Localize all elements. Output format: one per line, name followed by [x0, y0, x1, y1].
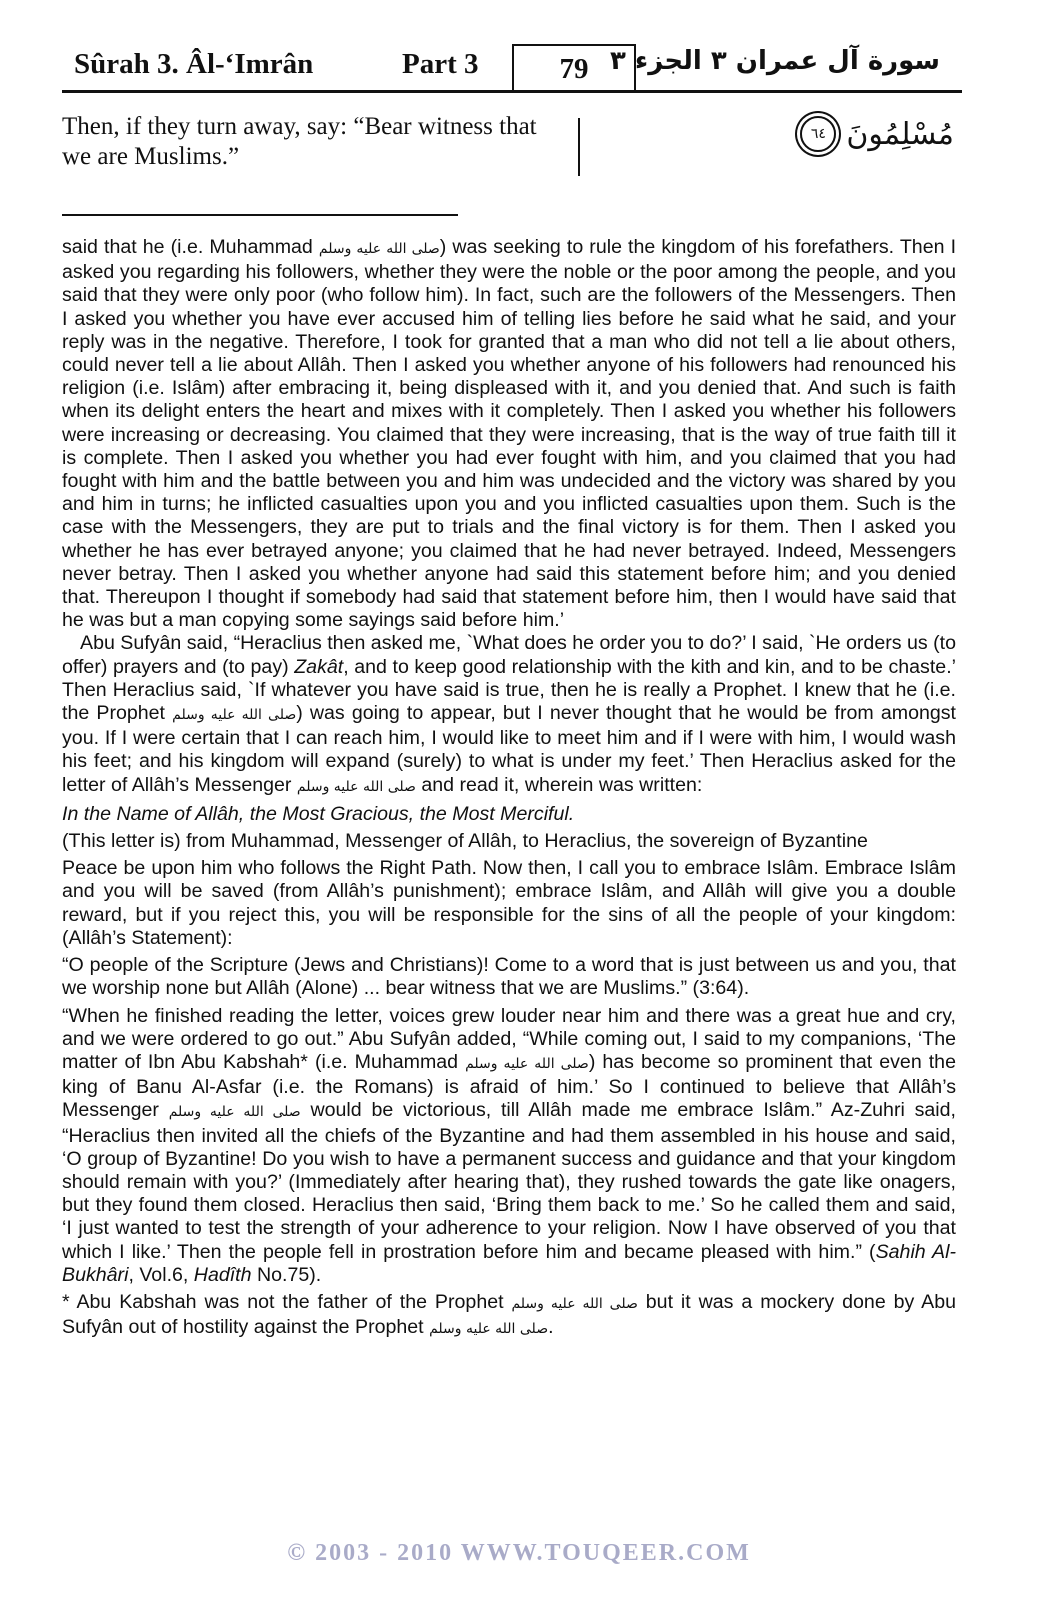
text-run: would be victorious, till Allâh made me embrace Islâm.” Az-Zuhri said, “Heraclius then invited all the chiefs of the Byzantine and had them assembled in his house and said, ‘O group of Byzantine! Do you wish to have a permanent success and guidance and that your kingdom should remain with you?’ (Immediately after hearing that), they rushed towards the gate like onagers, but they found them closed. Heraclius then said, ‘Bring them back to me.’ So he called them and said, ‘I just wanted to test the strength of your adherence to your religion. Now I have observed of you that which I like.’ Then the people fell in prostration before him and became pleased with him.” (: [62, 1099, 956, 1263]
text-run: .: [548, 1316, 554, 1339]
italic-basmala: In the Name of Allâh, the Most Gracious, the Most Merciful.: [62, 802, 575, 825]
footnote-paragraph: [62, 1005, 956, 1287]
letter-paragraph: Peace be upon him who follows the Right Path. Now then, I call you to embrace Islâm. Embrace Islâm and you will be saved (from Allâh’s punishment); embrace Islâm, and Allâh will give you a double reward, but if you reject this, you will be responsible for the sins of all the people of your kingdom: (Allâh’s Statement):: [62, 857, 956, 949]
verse-translation: Then, if they turn away, say: “Bear witness that we are Muslims.”: [62, 113, 537, 170]
page-header: [62, 42, 962, 92]
copyright-footer: © 2003 - 2010 WWW.TOUQEER.COM: [287, 1540, 751, 1566]
salutation-glyph: صلى الله عليه وسلم: [296, 778, 416, 795]
letter-opening: [62, 803, 956, 826]
letter-paragraph: (This letter is) from Muhammad, Messenger of Allâh, to Heraclius, the sovereign of Byzantine: [62, 830, 868, 853]
arabic-header: سورة آل عمران ٣ الجزء ٣: [609, 46, 940, 76]
salutation-glyph: صلى الله عليه وسلم: [318, 241, 440, 257]
salutation-glyph: صلى الله عليه وسلم: [172, 707, 297, 724]
verse-divider: [578, 118, 580, 176]
text-run: No.75).: [251, 1263, 322, 1286]
footnote-paragraph: [62, 632, 956, 798]
part-label: Part 3: [402, 48, 479, 80]
text-run: and read it, wherein was written:: [415, 773, 703, 796]
text-run: ) has become so prominent that even the king of Banu Al-Asfar (i.e. the Romans) is afraid of him.’ So I continued to believe that Allâh’s Messenger: [62, 1050, 956, 1122]
italic-term: Hadîth: [193, 1263, 252, 1286]
footnote-paragraph: [62, 236, 956, 632]
footnote-body: [62, 236, 956, 1341]
page-number: 79: [512, 44, 636, 90]
text-run: “When he finished reading the letter, voices grew louder near him and there was a great hue and cry, and we were ordered to go out.” Abu Sufyân added, “While coming out, I said to my companions, ‘The matter of Ibn Abu Kabshah* (i.e. Muhammad: [62, 1004, 956, 1073]
text-run: said that he (i.e. Muhammad: [62, 236, 319, 258]
quoted-verse: “O people of the Scripture (Jews and Christians)! Come to a word that is just between us and you, that we worship none but Allâh (Alone) ... bear witness that we are Muslims.” (3:64).: [62, 954, 956, 1000]
text-run: Abu Sufyân said, “Heraclius then asked me, `What does he order you to do?’ I said, `He orders us (to offer) prayers and (to pay): [62, 632, 956, 678]
italic-source: Sahih Al-Bukhâri: [62, 1240, 957, 1286]
footnote-rule: [62, 214, 458, 216]
salutation-glyph: صلى الله عليه وسلم: [429, 1321, 549, 1338]
verse-arabic-text: مُسْلِمُونَ: [846, 116, 954, 152]
text-run: , and to keep good relationship with the kith and kin, and to be chaste.’ Then Heraclius said, `If whatever you have said is true, then he is really a Prophet. I knew that he (i.e. the Prophet: [62, 655, 956, 725]
asterisk-note: [62, 1291, 956, 1341]
surah-title: Sûrah 3. Âl-‘Imrân: [74, 48, 314, 80]
salutation-glyph: صلى الله عليه وسلم: [511, 1295, 638, 1312]
verse-arabic: [800, 116, 954, 152]
text-run: , Vol.6,: [128, 1263, 194, 1286]
text-run: ) was seeking to rule the kingdom of his forefathers. Then I asked you regarding his followers, whether they were the noble or the poor among the people, and you said that they were only poor (who follow him). In fact, such are the followers of the Messengers. Then I asked you whether you have ever accused him of telling lies before he said what he said, and your reply was in the negative. Therefore, I took for granted that a man who did not tell a lie about others, could never tell a lie about Allâh. Then I asked you whether anyone of his followers had renounced his religion (i.e. Islâm) after embracing it, being displeased with it, and you denied that. And such is faith when its delight enters the heart and mixes with it completely. Then I asked you whether his followers were increasing or decreasing. You claimed that they were increasing, that is the way of true faith till it is complete. Then I asked you whether you had ever fought with him, and you claimed that you had fought with him and the battle between you and him was undecided and the victory was shared by you and him in turns; he inflicted casualties upon you and you inflicted casualties upon them. Such is the case with the Messengers, they are put to trials and the final victory is for them. Then I asked you whether he has ever betrayed anyone; you claimed that he had never betrayed. Indeed, Messengers never betray. Then I asked you whether anyone had said this statement before him; and you denied that. Thereupon I thought if somebody had said that statement before him, then I would have said that he was but a man copying some sayings said before him.’: [62, 236, 957, 632]
text-run: * Abu Kabshah was not the father of the Prophet: [62, 1290, 512, 1313]
header-rule: [62, 90, 962, 93]
italic-term: Zakât: [294, 655, 344, 678]
salutation-glyph: صلى الله عليه وسلم: [465, 1055, 589, 1072]
salutation-glyph: صلى الله عليه وسلم: [168, 1104, 301, 1121]
text-run: ) was going to appear, but I never thought that he would be from amongst you. If I were certain that I can reach him, I would like to meet him and if I were with him, I would wash his feet; and his kingdom will expand (surely) to what is under my feet.’ Then Heraclius asked for the letter of Allâh’s Messenger: [62, 702, 956, 796]
text-run: but it was a mockery done by Abu Sufyân out of hostility against the Prophet: [62, 1290, 957, 1339]
ayah-number-marker: ٦٤: [800, 116, 836, 152]
